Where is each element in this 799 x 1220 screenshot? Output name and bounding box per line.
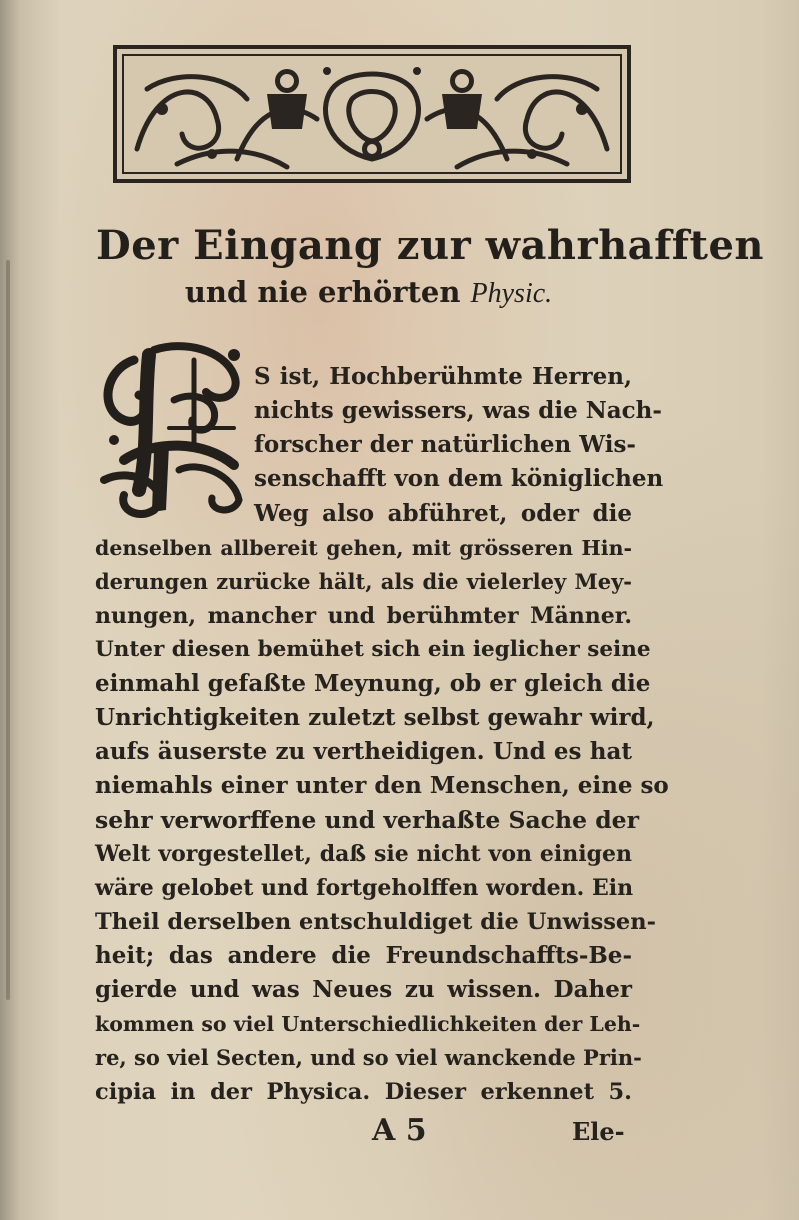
text-line: Unter diesen bemühet sich ein ieglicher seine [95, 637, 651, 662]
heading-main-text: und nie erhörten [184, 275, 461, 309]
text-line: re, so viel Secten, und so viel wanckende Prin- [95, 1045, 642, 1070]
text-line: wäre gelobet und fortgeholffen worden. Ein [95, 875, 634, 901]
text-line: heit; das andere die Freundschaffts-Be- [95, 942, 632, 969]
text-line: aufs äuserste zu vertheidigen. Und es hat [95, 738, 632, 765]
text-line: forscher der natürlichen Wis- [254, 431, 636, 458]
text-line: derungen zurücke hält, als die vielerley Mey- [95, 569, 632, 594]
chapter-heading-line-2 [96, 275, 641, 310]
ornamental-initial-e [94, 340, 246, 518]
text-line: S ist, Hochberühmte Herren, [254, 363, 632, 390]
decorative-headpiece-woodcut [113, 45, 631, 183]
text-line: kommen so viel Unterschiedlichkeiten der Leh- [95, 1012, 641, 1036]
text-line: sehr verworffene und verhaßte Sache der [95, 806, 639, 834]
catchword: Ele- [572, 1117, 625, 1146]
text-line: Unrichtigkeiten zuletzt selbst gewahr wird, [95, 704, 655, 731]
text-line: senschafft von dem königlichen [254, 465, 664, 492]
text-line: einmahl gefaßte Meynung, ob er gleich die [95, 670, 651, 697]
text-line: Weg also abführet, oder die [254, 500, 632, 527]
signature-mark: A 5 [372, 1113, 427, 1148]
text-line: nungen, mancher und berühmter Männer. [95, 603, 632, 629]
text-line: Theil derselben entschuldiget die Unwissen- [95, 909, 656, 935]
text-line: cipia in der Physica. Dieser erkennet 5. [95, 1079, 632, 1105]
chapter-heading-line-1: Der Eingang zur wahrhafften [96, 222, 764, 269]
text-line: denselben allbereit gehen, mit grösseren Hin- [95, 536, 632, 560]
text-line: Welt vorgestellet, daß sie nicht von einigen [95, 841, 632, 867]
text-line: niemahls einer unter den Menschen, eine so [95, 772, 669, 799]
page-gutter-edge [6, 260, 10, 1000]
text-line: nichts gewissers, was die Nach- [254, 397, 662, 424]
heading-italic-word: Physic. [470, 278, 553, 309]
text-line: gierde und was Neues zu wissen. Daher [95, 976, 632, 1003]
